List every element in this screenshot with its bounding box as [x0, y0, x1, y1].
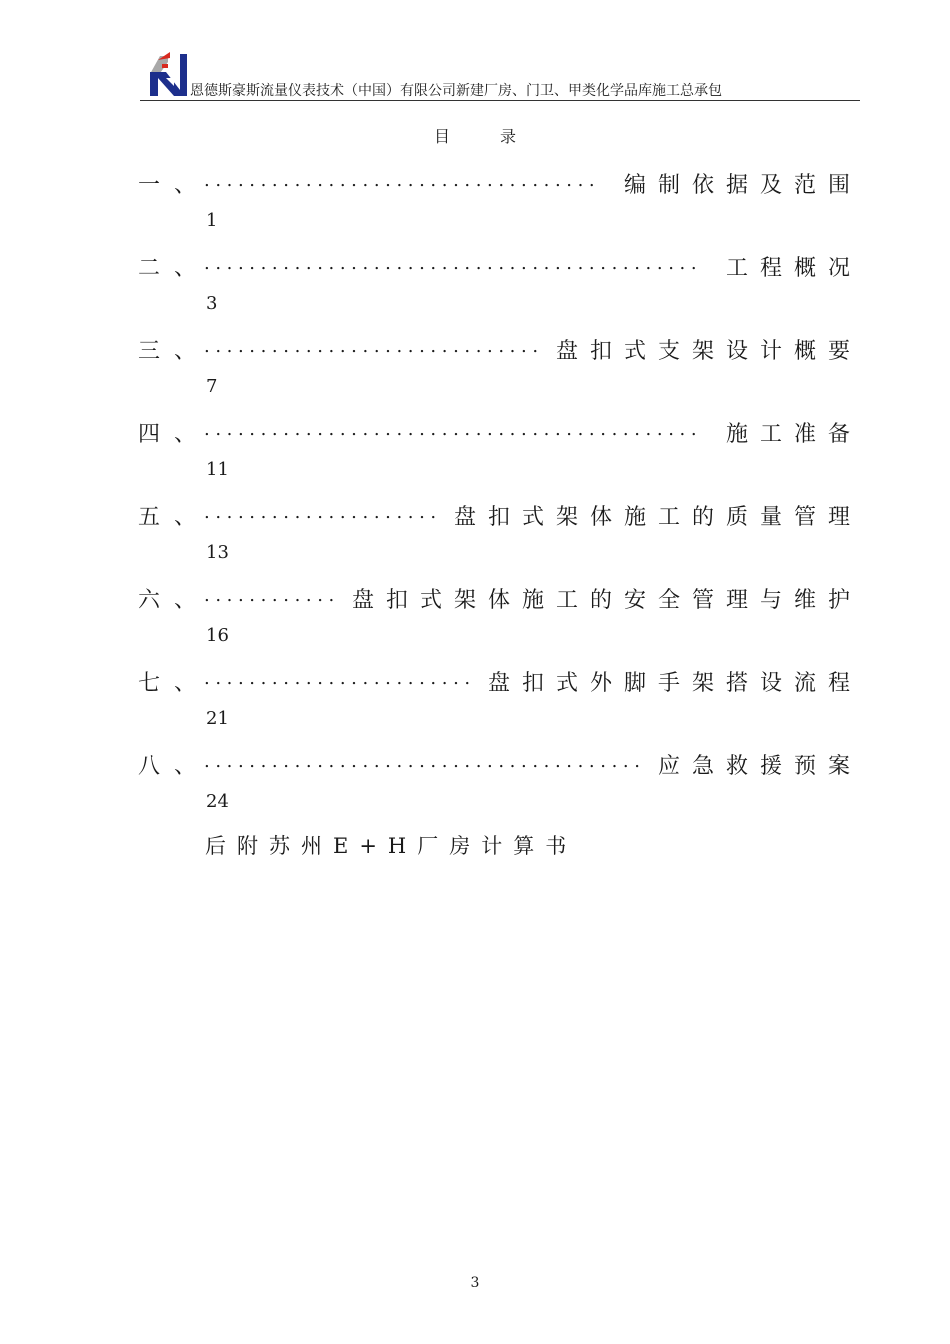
toc-entry-page: 13 — [206, 542, 229, 563]
toc-entry-leader: .............................. — [204, 336, 544, 357]
toc-entry[interactable] — [138, 334, 862, 404]
header-title: 恩德斯豪斯流量仪表技术（中国）有限公司新建厂房、门卫、甲类化学品库施工总承包 — [190, 83, 722, 99]
toc-entry-number: 一、 — [138, 173, 211, 198]
toc-entry-label: 应急救援预案 — [657, 754, 862, 779]
toc-entry-label: 施工准备 — [725, 422, 862, 447]
toc-title: 目录 — [433, 127, 566, 146]
toc-entry-number: 六、 — [138, 588, 211, 613]
toc-entry-number: 八、 — [138, 754, 211, 779]
toc-entry-page: 1 — [206, 210, 218, 231]
toc-entry-label: 编制依据及范围 — [623, 173, 862, 198]
toc-entry-number: 三、 — [138, 339, 211, 364]
toc-entry-page: 24 — [206, 791, 229, 812]
toc-entry-number: 二、 — [138, 256, 211, 281]
toc-entry-leader: ........................ — [204, 668, 476, 689]
toc-entry-label: 盘扣式支架设计概要 — [555, 339, 862, 364]
company-logo-icon — [148, 50, 188, 98]
toc-entry[interactable] — [138, 168, 862, 238]
toc-entry-leader: ............................................ — [204, 419, 703, 440]
toc-entry[interactable] — [138, 749, 862, 819]
toc-entry-leader: ..................... — [204, 502, 442, 523]
toc-entry-label: 盘扣式外脚手架搭设流程 — [487, 671, 862, 696]
toc-entry-number: 四、 — [138, 422, 211, 447]
toc-entry-page: 21 — [206, 708, 229, 729]
toc-appendix: 后附苏州E+H厂房计算书 — [205, 834, 578, 858]
toc-entry-page: 16 — [206, 625, 229, 646]
toc-entry-label: 盘扣式架体施工的质量管理 — [453, 505, 862, 530]
toc-entry-page: 7 — [206, 376, 218, 397]
toc-entry-number: 七、 — [138, 671, 211, 696]
toc-entry[interactable] — [138, 417, 862, 487]
toc-entry-leader: ................................... — [204, 170, 601, 191]
page-header — [140, 46, 860, 102]
toc-entry-page: 11 — [206, 459, 229, 480]
toc-entry[interactable] — [138, 500, 862, 570]
header-divider — [140, 100, 860, 101]
toc-entry-leader: ............ — [204, 585, 340, 606]
toc-entry-number: 五、 — [138, 505, 211, 530]
toc-entry-label: 工程概况 — [725, 256, 862, 281]
toc-entry-label: 盘扣式架体施工的安全管理与维护 — [351, 588, 862, 613]
page-number: 3 — [470, 1275, 480, 1291]
toc-entry[interactable] — [138, 666, 862, 736]
toc-entry-leader: ............................................ — [204, 253, 703, 274]
toc-entry[interactable] — [138, 583, 862, 653]
toc-entry[interactable] — [138, 251, 862, 321]
toc-entry-leader: ....................................... — [204, 751, 646, 772]
toc-entry-page: 3 — [206, 293, 218, 314]
